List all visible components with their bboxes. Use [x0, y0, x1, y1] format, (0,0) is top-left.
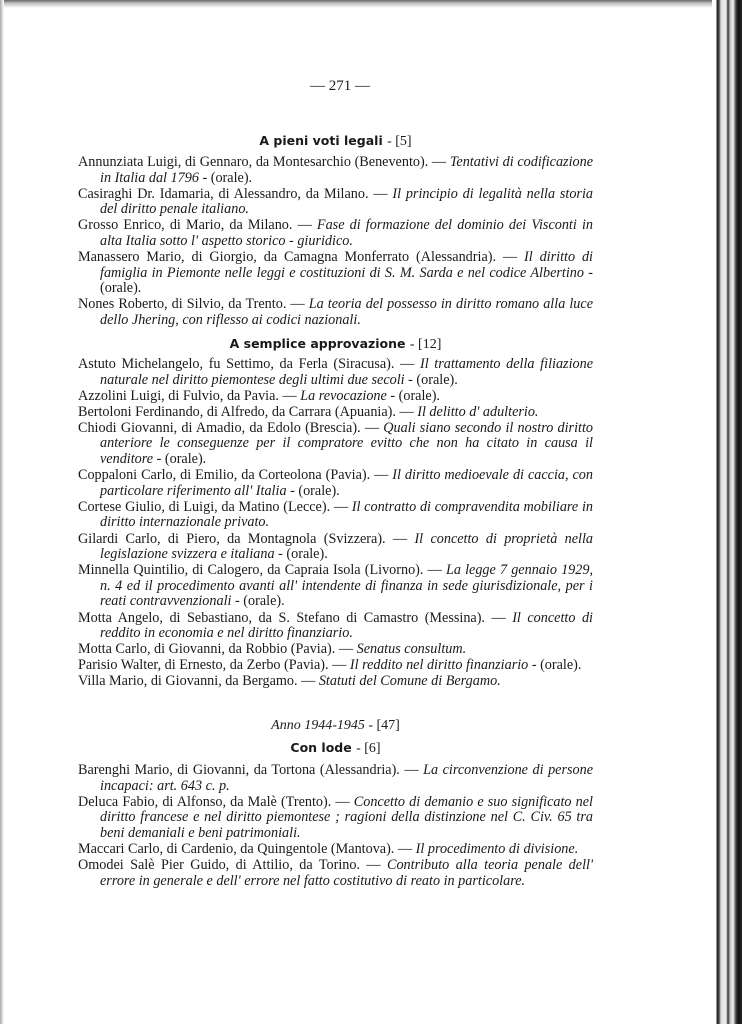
scan-edge-right [712, 0, 742, 1024]
entry-title: Quali siano secondo il nostro diritto anteriore le conseguenze per il compratore evitto che non ha citato in causa il venditore [100, 419, 593, 468]
list-item [78, 421, 593, 468]
entry-suffix: - (orale). [404, 371, 458, 388]
entry-title: Il concetto di reddito in economia e nel diritto finanziario. [100, 609, 593, 642]
list-item [78, 357, 593, 388]
entry-author: Manassero Mario, di Giorgio, da Camagna Monferrato (Alessandria). — [78, 249, 525, 266]
entry-title: Fase di formazione del dominio dei Visconti in alta Italia sotto l' aspetto storico - giuridico. [100, 217, 593, 249]
entry-author: Annunziata Luigi, di Gennaro, da Montesarchio (Benevento). — [78, 154, 450, 170]
entry-suffix: - (orale). [231, 593, 285, 610]
section-heading-semplice-approvazione [78, 336, 593, 353]
list-item [78, 642, 593, 658]
entry-title: Il delitto d' adulterio. [417, 403, 539, 420]
list-item [78, 468, 593, 499]
entry-title: Tentativi di codificazione in Italia dal 1796 [100, 154, 593, 186]
entry-author: Nones Roberto, di Silvio, da Trento. — [78, 296, 309, 313]
entry-author: Casiraghi Dr. Idamaria, di Alessandro, da Milano. — [78, 185, 393, 202]
entry-author: Motta Angelo, di Sebastiano, da S. Stefano di Camastro (Messina). — [78, 609, 513, 626]
entry-title: Statuti del Comune di Bergamo. [318, 673, 501, 690]
entry-title: La teoria del possesso in diritto romano alla luce dello Jhering, con riflesso ai codici nazionali. [100, 296, 593, 328]
list-item [78, 500, 593, 531]
entry-suffix: - (orale). [153, 451, 207, 468]
entry-title: Il trattamento della filiazione naturale nel diritto piemontese degli ultimi due secoli [100, 356, 593, 388]
list-item [78, 763, 593, 794]
entry-author: Bertoloni Ferdinando, di Alfredo, da Carrara (Apuania). — [78, 403, 418, 420]
entry-author: Motta Carlo, di Giovanni, da Robbio (Pavia). — [78, 641, 357, 658]
year-title: Anno 1944-1945 [271, 718, 365, 733]
entry-title: Il diritto di famiglia in Piemonte nelle leggi e costituzioni di S. M. Sarda e nel codice Albertino [100, 249, 594, 281]
list-item [78, 297, 593, 328]
entry-author: Barenghi Mario, di Giovanni, da Tortona (Alessandria). — [78, 762, 424, 778]
entry-title: Il concetto di proprietà nella legislazione svizzera e italiana [100, 530, 593, 563]
section-count: - [5] [387, 134, 412, 149]
section-count: - [6] [356, 741, 381, 756]
list-item [78, 611, 593, 642]
list-item [78, 532, 593, 563]
entry-author: Astuto Michelangelo, fu Settimo, da Ferla (Siracusa). — [78, 356, 420, 372]
list-item [78, 658, 593, 674]
entry-title: Il reddito nel diritto finanziario [349, 657, 529, 674]
section-title: A pieni voti legali [259, 133, 383, 148]
entry-suffix: - (orale). [274, 546, 328, 563]
entry-title: Il contratto di compravendita mobiliare in diritto internazionale privato. [100, 498, 593, 531]
list-item [78, 563, 593, 610]
entry-author: Azzolini Luigi, di Fulvio, da Pavia. — [78, 387, 301, 404]
scan-edge-top [0, 0, 742, 8]
entry-title: La circonvenzione di persone incapaci: art. 643 c. p. [100, 762, 593, 794]
entry-author: Gilardi Carlo, di Piero, da Montagnola (Svizzera). — [78, 530, 415, 547]
section-title: A semplice approvazione [229, 336, 406, 351]
page-number: — 271 — [310, 78, 370, 94]
list-item [78, 389, 593, 405]
entry-author: Parisio Walter, di Ernesto, da Zerbo (Pavia). — [78, 657, 350, 674]
entry-title: Contributo alla teoria penale dell' errore in generale e dell' errore nel fatto costitutivo di reato in particolare. [100, 857, 593, 889]
entry-author: Deluca Fabio, di Alfonso, da Malè (Trento). — [78, 793, 354, 810]
list-item [78, 218, 593, 249]
entry-suffix: - (orale). [286, 482, 340, 499]
entry-title: La legge 7 gennaio 1929, n. 4 ed il procedimento avanti all' intendente di finanza in sede giurisdizionale, per i reati contravvenzionali [100, 562, 593, 610]
entry-author: Chiodi Giovanni, di Amadio, da Edolo (Brescia). — [78, 419, 384, 436]
entry-title: La revocazione [300, 387, 387, 404]
section-title: Con lode [290, 740, 352, 755]
entry-title: Il diritto medioevale di caccia, con particolare riferimento all' Italia [100, 467, 593, 499]
list-item [78, 155, 593, 186]
list-item [78, 858, 593, 889]
list-item [78, 187, 593, 218]
entries-pieni-voti [78, 155, 593, 329]
entry-author: Omodei Salè Pier Guido, di Attilio, da Torino. — [78, 857, 387, 874]
entries-con-lode [78, 763, 593, 890]
section-count: - [12] [409, 337, 442, 352]
entry-title: Senatus consultum. [356, 641, 467, 658]
entry-author: Villa Mario, di Giovanni, da Bergamo. — [78, 673, 319, 690]
list-item [78, 405, 593, 421]
entry-author: Maccari Carlo, di Cardenio, da Quingentole (Mantova). — [78, 840, 416, 857]
list-item [78, 250, 593, 297]
list-item [78, 674, 593, 690]
year-count: - [47] [368, 718, 400, 733]
entry-title: Concetto di demanio e suo significato nel diritto francese e nel diritto piemontese ; ragioni della distinzione nel C. Civ. 65 tra beni demaniali e beni patrimoniali. [100, 793, 594, 841]
entry-title: Il procedimento di divisione. [415, 840, 579, 857]
entry-title: Il principio di legalità nella storia del diritto penale italiano. [100, 185, 593, 218]
entry-author: Cortese Giulio, di Luigi, da Matino (Lecce). — [78, 498, 352, 515]
entry-author: Grosso Enrico, di Mario, da Milano. — [78, 217, 317, 234]
section-heading-pieni-voti [78, 133, 593, 150]
entries-semplice-approvazione [78, 357, 593, 690]
entry-author: Minnella Quintilio, di Calogero, da Capraia Isola (Livorno). — [78, 562, 446, 579]
scan-edge-left [0, 0, 4, 1024]
list-item [78, 795, 593, 842]
list-item [78, 842, 593, 858]
year-heading [78, 718, 593, 734]
entry-suffix: - (orale). [198, 169, 253, 186]
entry-suffix: - (orale). [386, 387, 440, 404]
entry-author: Coppaloni Carlo, di Emilio, da Corteolona (Pavia). — [78, 467, 393, 484]
entry-suffix: - (orale). [528, 657, 582, 674]
entry-suffix: - (orale). [100, 264, 593, 297]
section-heading-con-lode [78, 740, 593, 757]
